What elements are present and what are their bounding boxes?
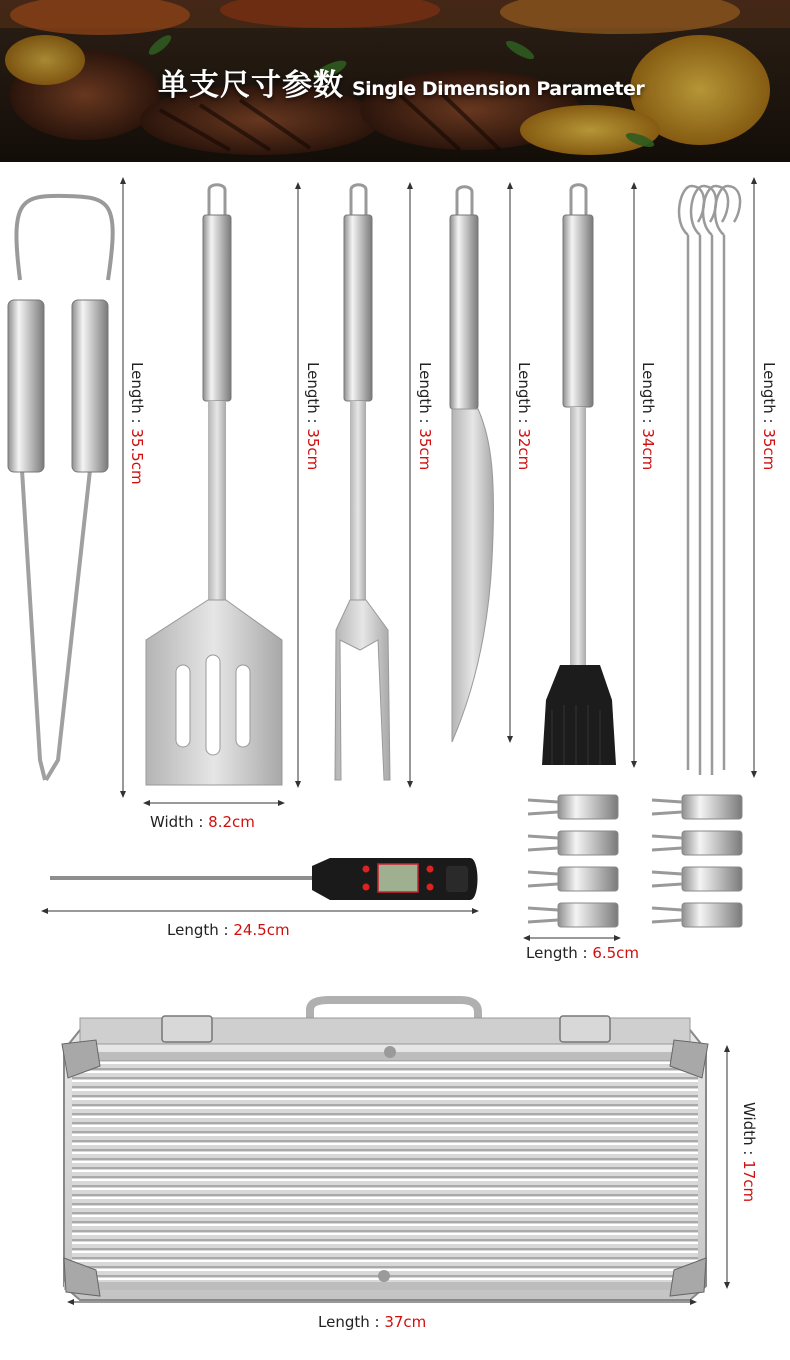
thermometer	[50, 858, 478, 900]
brush	[542, 185, 616, 765]
label-prefix: Length :	[304, 362, 322, 429]
aluminium-case	[62, 1000, 708, 1300]
label-prefix: Width :	[150, 813, 209, 831]
label-prefix: Length :	[526, 944, 593, 962]
label-value: 35.5cm	[128, 428, 146, 485]
fork	[335, 185, 390, 780]
fork-length-label	[416, 362, 434, 470]
title-english: Single Dimension Parameter	[352, 78, 645, 100]
spatula-width-label	[150, 813, 255, 831]
label-value: 24.5cm	[233, 921, 290, 939]
title-chinese: 单支尺寸参数	[158, 68, 344, 103]
spatula	[146, 185, 282, 785]
label-prefix: Length :	[416, 362, 434, 429]
label-value: 17cm	[740, 1160, 758, 1203]
label-prefix: Length :	[760, 362, 778, 429]
label-value: 35cm	[416, 428, 434, 471]
label-prefix: Length :	[318, 1313, 385, 1331]
label-prefix: Length :	[639, 362, 657, 429]
label-value: 37cm	[384, 1313, 427, 1331]
label-value: 8.2cm	[208, 813, 255, 831]
skewers-length-label	[760, 362, 778, 470]
thermometer-length-label	[167, 921, 290, 939]
skewers	[679, 186, 740, 775]
label-value: 35cm	[760, 428, 778, 471]
label-value: 32cm	[515, 428, 533, 471]
brush-length-label	[639, 362, 657, 470]
tongs	[8, 196, 113, 780]
label-value: 35cm	[304, 428, 322, 471]
corn-holders	[528, 795, 742, 927]
label-value: 6.5cm	[592, 944, 640, 962]
case-length-label	[318, 1313, 426, 1331]
corn-holder-length-label	[526, 944, 639, 962]
label-prefix: Width :	[740, 1102, 758, 1161]
label-value: 34cm	[639, 428, 657, 471]
label-prefix: Length :	[515, 362, 533, 429]
case-width-label	[740, 1102, 758, 1202]
label-prefix: Length :	[128, 362, 146, 429]
spatula-length-label	[304, 362, 322, 470]
knife-length-label	[515, 362, 533, 470]
knife	[450, 187, 493, 742]
tongs-length-label	[128, 362, 146, 485]
label-prefix: Length :	[167, 921, 234, 939]
